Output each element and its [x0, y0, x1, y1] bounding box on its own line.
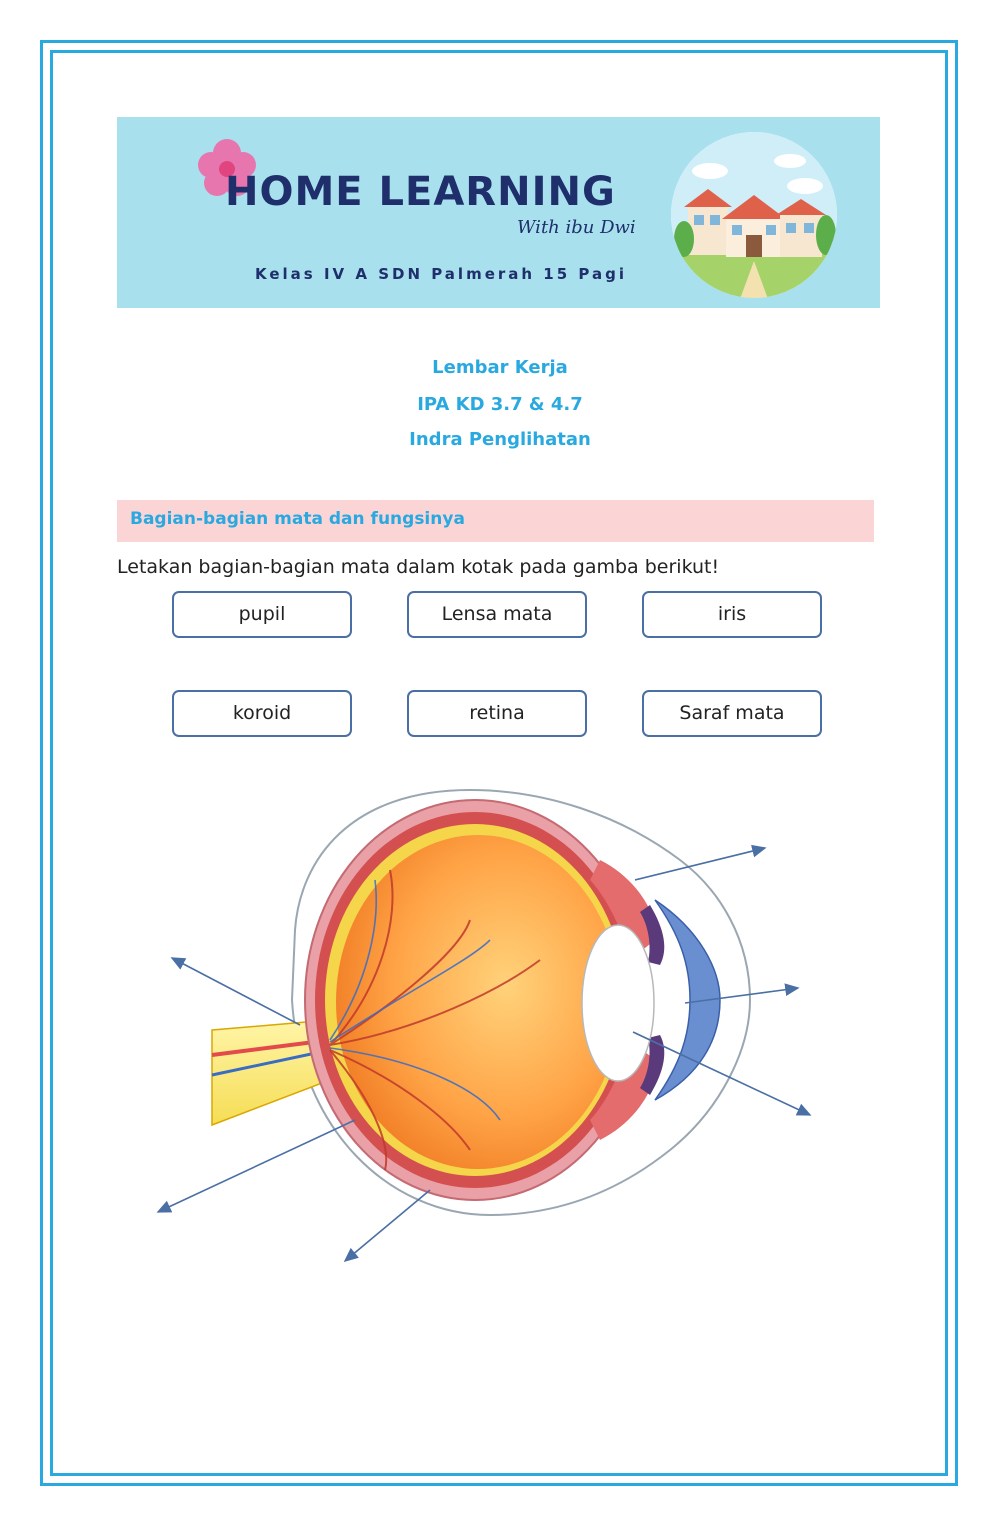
eye-diagram: [0, 760, 1000, 1280]
section-header: [117, 500, 874, 542]
header-banner: [117, 117, 880, 308]
word-box-iris[interactable]: iris: [642, 591, 822, 638]
word-box-retina[interactable]: retina: [407, 690, 587, 737]
house-illustration: [670, 131, 838, 299]
instruction-text: Letakan bagian-bagian mata dalam kotak pada gamba berikut!: [117, 556, 720, 578]
section-title: Bagian-bagian mata dan fungsinya: [130, 509, 465, 529]
banner-title: HOME LEARNING: [225, 169, 616, 215]
subject-heading: IPA KD 3.7 & 4.7: [417, 394, 583, 415]
worksheet-heading: Lembar Kerja: [432, 357, 568, 378]
banner-subtitle: With ibu Dwi: [517, 217, 636, 238]
word-box-pupil[interactable]: pupil: [172, 591, 352, 638]
topic-heading: Indra Penglihatan: [409, 429, 591, 450]
word-box-koroid[interactable]: koroid: [172, 690, 352, 737]
banner-class-line: Kelas IV A SDN Palmerah 15 Pagi: [255, 265, 627, 283]
word-box-saraf-mata[interactable]: Saraf mata: [642, 690, 822, 737]
word-box-lensa-mata[interactable]: Lensa mata: [407, 591, 587, 638]
